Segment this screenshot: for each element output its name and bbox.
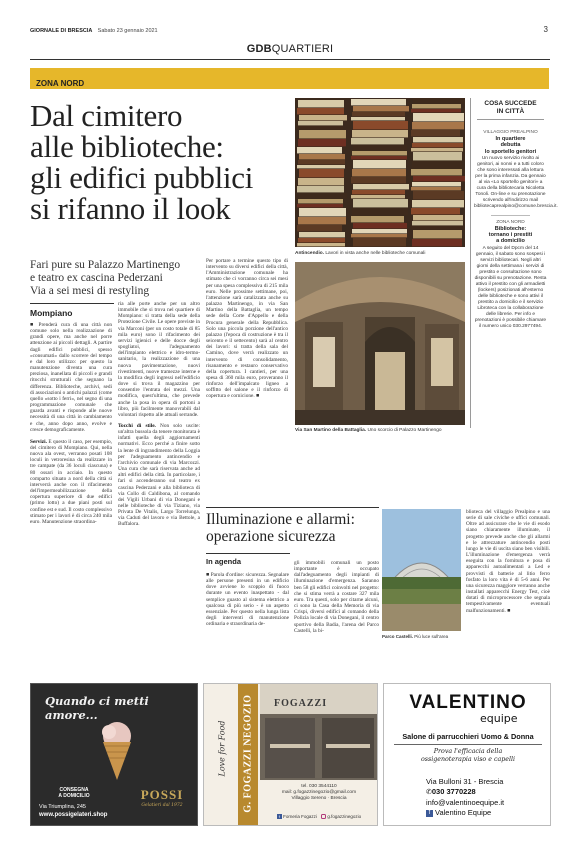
sidebar-item1-title-1: In quartiere bbox=[495, 136, 526, 142]
headline-line-3: gli edifici pubblici bbox=[30, 160, 254, 195]
book-spine bbox=[412, 239, 462, 246]
possi-tagline: Gelatieri dal 1972 bbox=[141, 803, 183, 808]
book-spine bbox=[413, 215, 463, 220]
headline-line-4: si rifanno il look bbox=[30, 191, 231, 226]
book-spine bbox=[351, 195, 405, 198]
book-spine bbox=[413, 230, 462, 238]
book-spine bbox=[351, 234, 407, 237]
main-col3-text: Per portare a termine questo tipo di intervento su diversi edifici della città, l'Amministrazione comunale ha stimato che ci vorranno circa sei mesi per una spesa complessiva di 215 mila euro. Nelle prossime settimane, poi, l'attenzione sarà catalizzata anche su palazzo Martinengo, in via San Martino della Battaglia, un tempo sede della Corte d'Appello e della Procura generale della Repubblica. Solo una piccola porzione dell'antico palazzo (l'epoca di costruzione è tra il seicento e il settecento) sarà al centro dei lavori: si tratta della sala del Camino, dove verrà realizzato un intervento di consolidamento, risanamento e restauro conservativo della copertura. I cantieri, per una spesa di 360 mila euro, proveranno il rinforzo dell'impalcato ligneo a soffitto del salone e il rinforzo di copertura e cornicione. ■ bbox=[206, 258, 288, 400]
subtitle-line-1: Fari pure su Palazzo Martinengo bbox=[30, 259, 181, 271]
book-spine bbox=[353, 121, 408, 129]
park-caption bbox=[382, 634, 461, 639]
book-spine bbox=[352, 112, 405, 116]
sidebar-title-line-2: IN CITTÀ bbox=[496, 107, 525, 115]
second-column-1 bbox=[206, 572, 289, 644]
sidebar-item2-title-3: a domicilio bbox=[496, 238, 525, 245]
main-col2-subhead: Tocchi di stile. bbox=[118, 422, 156, 429]
books-caption-text: Lavori in vista anche nelle biblioteche comunali bbox=[325, 251, 426, 256]
fogazzi-email[interactable]: mail: g.fogazzinegozio@gmail.com bbox=[281, 790, 357, 796]
issue-date: Sabato 23 gennaio 2021 bbox=[97, 28, 158, 34]
valentino-facebook[interactable]: Valentino Equipe bbox=[435, 808, 492, 817]
fogazzi-instagram[interactable]: g.fogazzinegozio bbox=[327, 814, 362, 819]
fogazzi-facebook[interactable]: Forneria Fogazzi bbox=[283, 814, 317, 819]
byline: Mompiano bbox=[30, 308, 73, 318]
book-spine bbox=[298, 139, 346, 146]
subtitle-line-2: e teatro ex cascina Pederzani bbox=[30, 272, 163, 284]
sidebar-item2-place: ZONA NORD bbox=[496, 219, 525, 225]
ice-cream-cone-icon bbox=[91, 720, 143, 782]
second-col2-text: gli immobili comunali un posto importante è occupato dall'adeguamento degli impianti di illuminazione d'emergenza. Saranno ben 58 gli edifici coinvolti nel progetto: che si stima verrà a costare 327 mila euro. Tra questi, solo per citarne alcuni, ci sono la Casa della Memoria di via Crispi, diversi edifici al comando della Polizia locale di via Donegani, il centro sportivo della Badia, l'arena del Parco Castelli, la bi- bbox=[294, 560, 379, 634]
book-spine bbox=[412, 221, 463, 225]
main-headline bbox=[30, 100, 300, 224]
book-spine bbox=[299, 169, 344, 177]
sidebar-item2-title-2: tornano i prestiti bbox=[488, 232, 533, 239]
book-spine bbox=[413, 152, 462, 160]
book-spine bbox=[413, 176, 465, 181]
book-spine bbox=[411, 226, 463, 229]
book-spine bbox=[351, 177, 406, 183]
ad-fogazzi bbox=[203, 683, 378, 826]
valentino-address: Via Bulloni 31 - Brescia bbox=[426, 777, 504, 786]
headline-line-1: Dal cimitero bbox=[30, 98, 183, 133]
sidebar-item1-place: VILLAGGIO PREALPINO bbox=[483, 130, 538, 135]
valentino-brand-sub: equipe bbox=[480, 712, 518, 725]
masthead bbox=[30, 28, 158, 34]
possi-brand: POSSI bbox=[140, 787, 184, 802]
sidebar-rule bbox=[477, 119, 544, 120]
book-spine bbox=[298, 199, 343, 203]
fogazzi-contacts bbox=[262, 784, 376, 803]
sidebar-item2-title-1: Biblioteche: bbox=[494, 225, 527, 232]
valentino-contacts bbox=[426, 777, 550, 818]
possi-address: Via Triumplina, 245 bbox=[39, 804, 86, 810]
books-caption bbox=[295, 251, 465, 256]
book-spine bbox=[297, 243, 345, 246]
book-spine bbox=[351, 99, 406, 105]
park-arena-illustration bbox=[382, 509, 461, 631]
book-spine bbox=[351, 138, 404, 144]
possi-delivery bbox=[39, 787, 109, 799]
sidebar-item2-body: A seguito del Dpcm del 14 gennaio, il sabato sono sospesi i servizi bibliotecari. Negli altri giorni della settimana i servizi di prestito e consultazione sono disponibili su prenotazione. Resta attivo il prestito con gli armadietti (lockers) posizionati all'esterno delle biblioteche e sono attivi il prestito a domicilio e il servizio Libroteca con la collaborazione delle librerie. Per info e prenotazioni è possibile chiamare il numero unico 030.2977494. bbox=[474, 245, 547, 329]
sidebar-item1-title-2: debutta bbox=[500, 142, 521, 149]
main-column-2 bbox=[118, 301, 200, 644]
book-spine bbox=[413, 137, 463, 142]
valentino-divider bbox=[394, 744, 542, 745]
book-spine bbox=[299, 130, 346, 138]
book-spine bbox=[412, 200, 464, 207]
book-spine bbox=[297, 147, 342, 153]
book-spine bbox=[412, 104, 461, 108]
book-spine bbox=[297, 165, 345, 168]
book-spine bbox=[352, 169, 406, 176]
book-spine bbox=[297, 108, 344, 114]
phone-icon: ✆ bbox=[426, 789, 432, 796]
second-col3-text: blioteca del villaggio Prealpino e una serie di sale civiche e uffici comunali. Oltre ad assicurare che le vie di esodo siano chiaramente illuminate, il progetto prevede anche che gli allarmi e le attrezzature antincendio posti lungo le vie di uscita siano ben visibili. L'illuminazione d'emergenza verrà eseguita con la fornitura e posa di apparecchi autoalimentati a Led e provvisti di batterie al litio ferro fosfato la loro vita è di 5-6 anni. Per una sicurezza maggiore verranno anche installati apparecchi Energy Test, cioè dotati di microprocessore che segnala tempestivamente eventuali malfunzionamenti. ■ bbox=[466, 509, 550, 614]
sidebar-item1-body: Un nuovo servizio rivolto ai genitori, ai nonni e a tutti coloro che sono interessati alla lettura per la prima infanzia. Da gennaio al via «Lo sportello genitori» a cura della bibliotecaria Nicoletta Tonoli. On-line e su prenotazione scrivendo all'indirizzo mail bibliotecaprealpino@comune.brescia.it. bbox=[474, 155, 558, 209]
valentino-email[interactable]: info@valentinoequipe.it bbox=[426, 798, 505, 807]
ad-possi bbox=[30, 683, 198, 826]
palazzo-caption-text: Uno scorcio di Palazzo Martinengo bbox=[367, 428, 442, 433]
book-spine bbox=[352, 130, 408, 137]
books-photo bbox=[295, 98, 465, 247]
valentino-offer-line-1: Prova l'efficacia della bbox=[433, 748, 503, 755]
sidebar-item-1 bbox=[471, 124, 558, 210]
book-spine bbox=[299, 193, 347, 198]
palazzo-photo bbox=[295, 262, 465, 425]
fogazzi-sign: FOGAZZI bbox=[274, 698, 328, 709]
instagram-icon bbox=[321, 814, 326, 819]
book-spine bbox=[411, 148, 463, 151]
book-spine bbox=[411, 187, 461, 190]
book-spine bbox=[353, 223, 407, 228]
ad-valentino bbox=[383, 683, 551, 826]
page-number: 3 bbox=[543, 25, 548, 34]
sidebar-title bbox=[471, 98, 550, 115]
second-headline-line-1: Illuminazione e allarmi: bbox=[206, 511, 355, 528]
palazzo-interior-illustration bbox=[295, 262, 465, 425]
book-spine bbox=[297, 204, 343, 207]
sidebar-title-line-1: COSA SUCCEDE bbox=[484, 100, 537, 107]
second-headline bbox=[206, 511, 381, 545]
book-spine bbox=[413, 191, 464, 199]
book-spine bbox=[412, 143, 463, 147]
header-rule bbox=[30, 59, 550, 60]
book-spine bbox=[298, 121, 343, 125]
park-caption-bold: Parco Castelli. bbox=[382, 634, 414, 639]
book-spine bbox=[353, 238, 406, 246]
fogazzi-vertical-brand: G. FOGAZZI NEGOZIO bbox=[242, 694, 254, 813]
main-column-1 bbox=[30, 322, 112, 644]
sidebar bbox=[470, 98, 558, 428]
book-spine bbox=[353, 160, 406, 168]
valentino-offer-line-2: ossigenoterapia viso e capelli bbox=[420, 756, 516, 763]
book-spine bbox=[413, 113, 464, 121]
book-spine bbox=[352, 190, 405, 194]
main-col1b-text: E questo il caso, per esempio, del cimitero di Mompiano. Qui, nella nuova ala ovest, verranno posati 108 loculi in vetroresina da realizzare in tre campate (da 36 loculi ciascuna) e 80 ossari in acciaio. In questo comparto situato a nord della città si interverrà anche con il rifacimento dell'impermeabilizzazione della copertura superiore di due edifici (primo lotto) a due piani posti sul confine est e sud. Il costo complessivo stimato per i lavori è di circa 240 mila euro. Manutenzione straordina- bbox=[30, 438, 112, 525]
possi-delivery-line-1: CONSEGNA bbox=[59, 787, 89, 793]
main-col1-text: ■ Prenderà cura di una città non comune solo nella realizzazione di grandi opere, ma anche nel porre attenzione ai piccoli dettagli. A partire dagli edifici pubblici, spesso «consumati» dallo scorrere del tempo e dal loro utilizzo: per questo la manutenzione diventa una cura preziosa, inanellata di piccoli e grandi ritocchi strutturali che segnano la differenza. Biblioteche, archivi, sedi di associazioni o antichi palazzi (come quello «sotto i ferri», nel segno di una programmazione comunale che guarda avanti e risponde alle nuove necessità di una città in cambiamento e che, anno dopo anno, evolve e cresce demograficamente. bbox=[30, 322, 112, 433]
main-col2-text: ria alle porte anche per un altro immobile che si trova nel quartiere di Mompiano: si tratta della sede della Protezione Civile. Le opere previste in via Marconi (per un costo totale di 85 mila euro) sono il rifacimento dei servizi igienici e delle docce degli spogliatoi, l'adeguamento dell'impianto elettrico e idro-termo-sanitario, la realizzazione di una nuova pavimentazione, nuovi rivestimenti, nuove tramezze interne e la modifica degli ingressi nell'edificio dove si trova il magazzino per consentire l'entrata dei mezzi. Una modifica, quest'ultima, che prevede anche la posa in opera di portoni a libro, più facilmente manovrabili dal volontari rispetto alle attuali serrande. bbox=[118, 301, 200, 418]
fogazzi-location: Villaggio Sereno · Brescia bbox=[291, 796, 347, 802]
facebook-icon: f bbox=[278, 814, 280, 820]
possi-delivery-line-2: A DOMICILIO bbox=[58, 793, 90, 799]
book-spine bbox=[298, 100, 344, 107]
book-spine bbox=[297, 186, 344, 192]
possi-logo bbox=[131, 787, 193, 821]
section-brand: GDB bbox=[246, 43, 272, 55]
book-spine bbox=[351, 216, 404, 222]
book-spine bbox=[411, 130, 460, 136]
book-spine bbox=[353, 184, 409, 189]
valentino-phone[interactable]: 030 3770228 bbox=[431, 787, 476, 796]
fogazzi-side-script: Love for Food bbox=[217, 720, 227, 777]
book-spine bbox=[351, 117, 405, 120]
valentino-offer bbox=[384, 748, 551, 764]
park-caption-text: Più luce sull'area bbox=[414, 634, 449, 639]
headline-line-2: alle biblioteche: bbox=[30, 129, 224, 164]
book-spine bbox=[297, 225, 342, 231]
possi-slogan: Quando ci metti amore... bbox=[45, 694, 149, 722]
book-spine bbox=[411, 109, 461, 112]
fogazzi-social bbox=[262, 814, 376, 819]
book-spine bbox=[353, 106, 409, 111]
book-spine bbox=[413, 98, 465, 103]
book-spine bbox=[351, 156, 407, 159]
main-col2b-text: Non solo uscite: un'altra bussola da tenere monitorata è infatti quella degli aggiornamenti normativi. Ecco perché a finire sotto la lente di ingrandimento della Loggia per l'adeguamento antincendio e l'archivio comunale di via Marcozzi. Una cura che sarà riservata anche ad altri edifici della città. In particolare, i fari si accenderanno sul teatro ex cascina Pederzani e alla biblioteca di via Collo di Caldibona, al comando dei Vigili Urbani di via Donegani e nelle biblioteche di via Tiziano, via Privata De Vitalis, Largo Torrelunga, via Caduti del lavoro e via Bettole, a Buffalora. bbox=[118, 422, 200, 528]
subtitle-line-3: Via a sei mesi di restyling bbox=[30, 285, 150, 297]
palazzo-caption bbox=[295, 428, 465, 433]
main-col1-subhead: Servizi. bbox=[30, 438, 47, 445]
book-spine bbox=[411, 208, 460, 214]
book-spine bbox=[298, 160, 345, 164]
book-spine bbox=[412, 182, 461, 186]
books-stack-illustration bbox=[295, 98, 465, 247]
book-spine bbox=[412, 122, 464, 129]
zone-band bbox=[30, 68, 549, 89]
book-spine bbox=[298, 217, 346, 224]
book-spine bbox=[353, 145, 407, 150]
book-spine bbox=[353, 199, 408, 207]
second-column-3 bbox=[466, 509, 550, 644]
book-spine bbox=[411, 169, 462, 175]
book-spine bbox=[298, 178, 344, 185]
agenda-rule bbox=[206, 553, 290, 554]
books-caption-bold: Antincendio. bbox=[295, 251, 325, 256]
book-spine bbox=[352, 151, 407, 155]
second-col1-text: ■ Parola d'ordine: sicurezza. Segnalare alle persone presenti in un edificio dove avviene lo scoppio di fuoco durante un evento inaspettato - dal semplice guasto al sistema elettrico a qualcosa di più serio - è un aspetto essenziale. Per questo nella lunga lista degli interventi di manutenzione ordinaria e straordinaria de- bbox=[206, 572, 289, 628]
valentino-brand: VALENTINO bbox=[409, 692, 527, 713]
second-article-rule bbox=[206, 507, 379, 508]
zone-label: ZONA NORD bbox=[36, 79, 85, 88]
agenda-label: In agenda bbox=[206, 557, 242, 566]
fogazzi-phone[interactable]: tel. 030 3544110 bbox=[301, 784, 337, 789]
section-name: QUARTIERI bbox=[271, 43, 334, 55]
byline-rule bbox=[30, 303, 114, 304]
possi-website[interactable]: www.possigelateri.shop bbox=[39, 812, 108, 818]
book-spine bbox=[298, 238, 345, 242]
main-column-3 bbox=[206, 258, 288, 502]
second-headline-line-2: operazione sicurezza bbox=[206, 528, 336, 545]
book-spine bbox=[299, 232, 345, 237]
sidebar-item1-title-3: lo sportello genitori bbox=[484, 148, 537, 155]
section-header bbox=[0, 43, 580, 55]
book-spine bbox=[299, 154, 345, 159]
valentino-tagline: Salone di parrucchieri Uomo & Donna bbox=[402, 732, 534, 741]
facebook-icon: f bbox=[426, 810, 433, 817]
book-spine bbox=[297, 126, 343, 129]
book-spine bbox=[412, 161, 462, 168]
book-spine bbox=[352, 229, 407, 233]
second-column-2 bbox=[294, 560, 379, 644]
sidebar-item-2 bbox=[471, 216, 550, 330]
palazzo-caption-bold: Via San Martino della Battaglia. bbox=[295, 428, 367, 433]
park-photo bbox=[382, 509, 461, 631]
book-spine bbox=[299, 208, 346, 216]
book-spine bbox=[299, 115, 347, 120]
book-spine bbox=[352, 208, 408, 215]
masthead-title: GIORNALE DI BRESCIA bbox=[30, 28, 93, 34]
